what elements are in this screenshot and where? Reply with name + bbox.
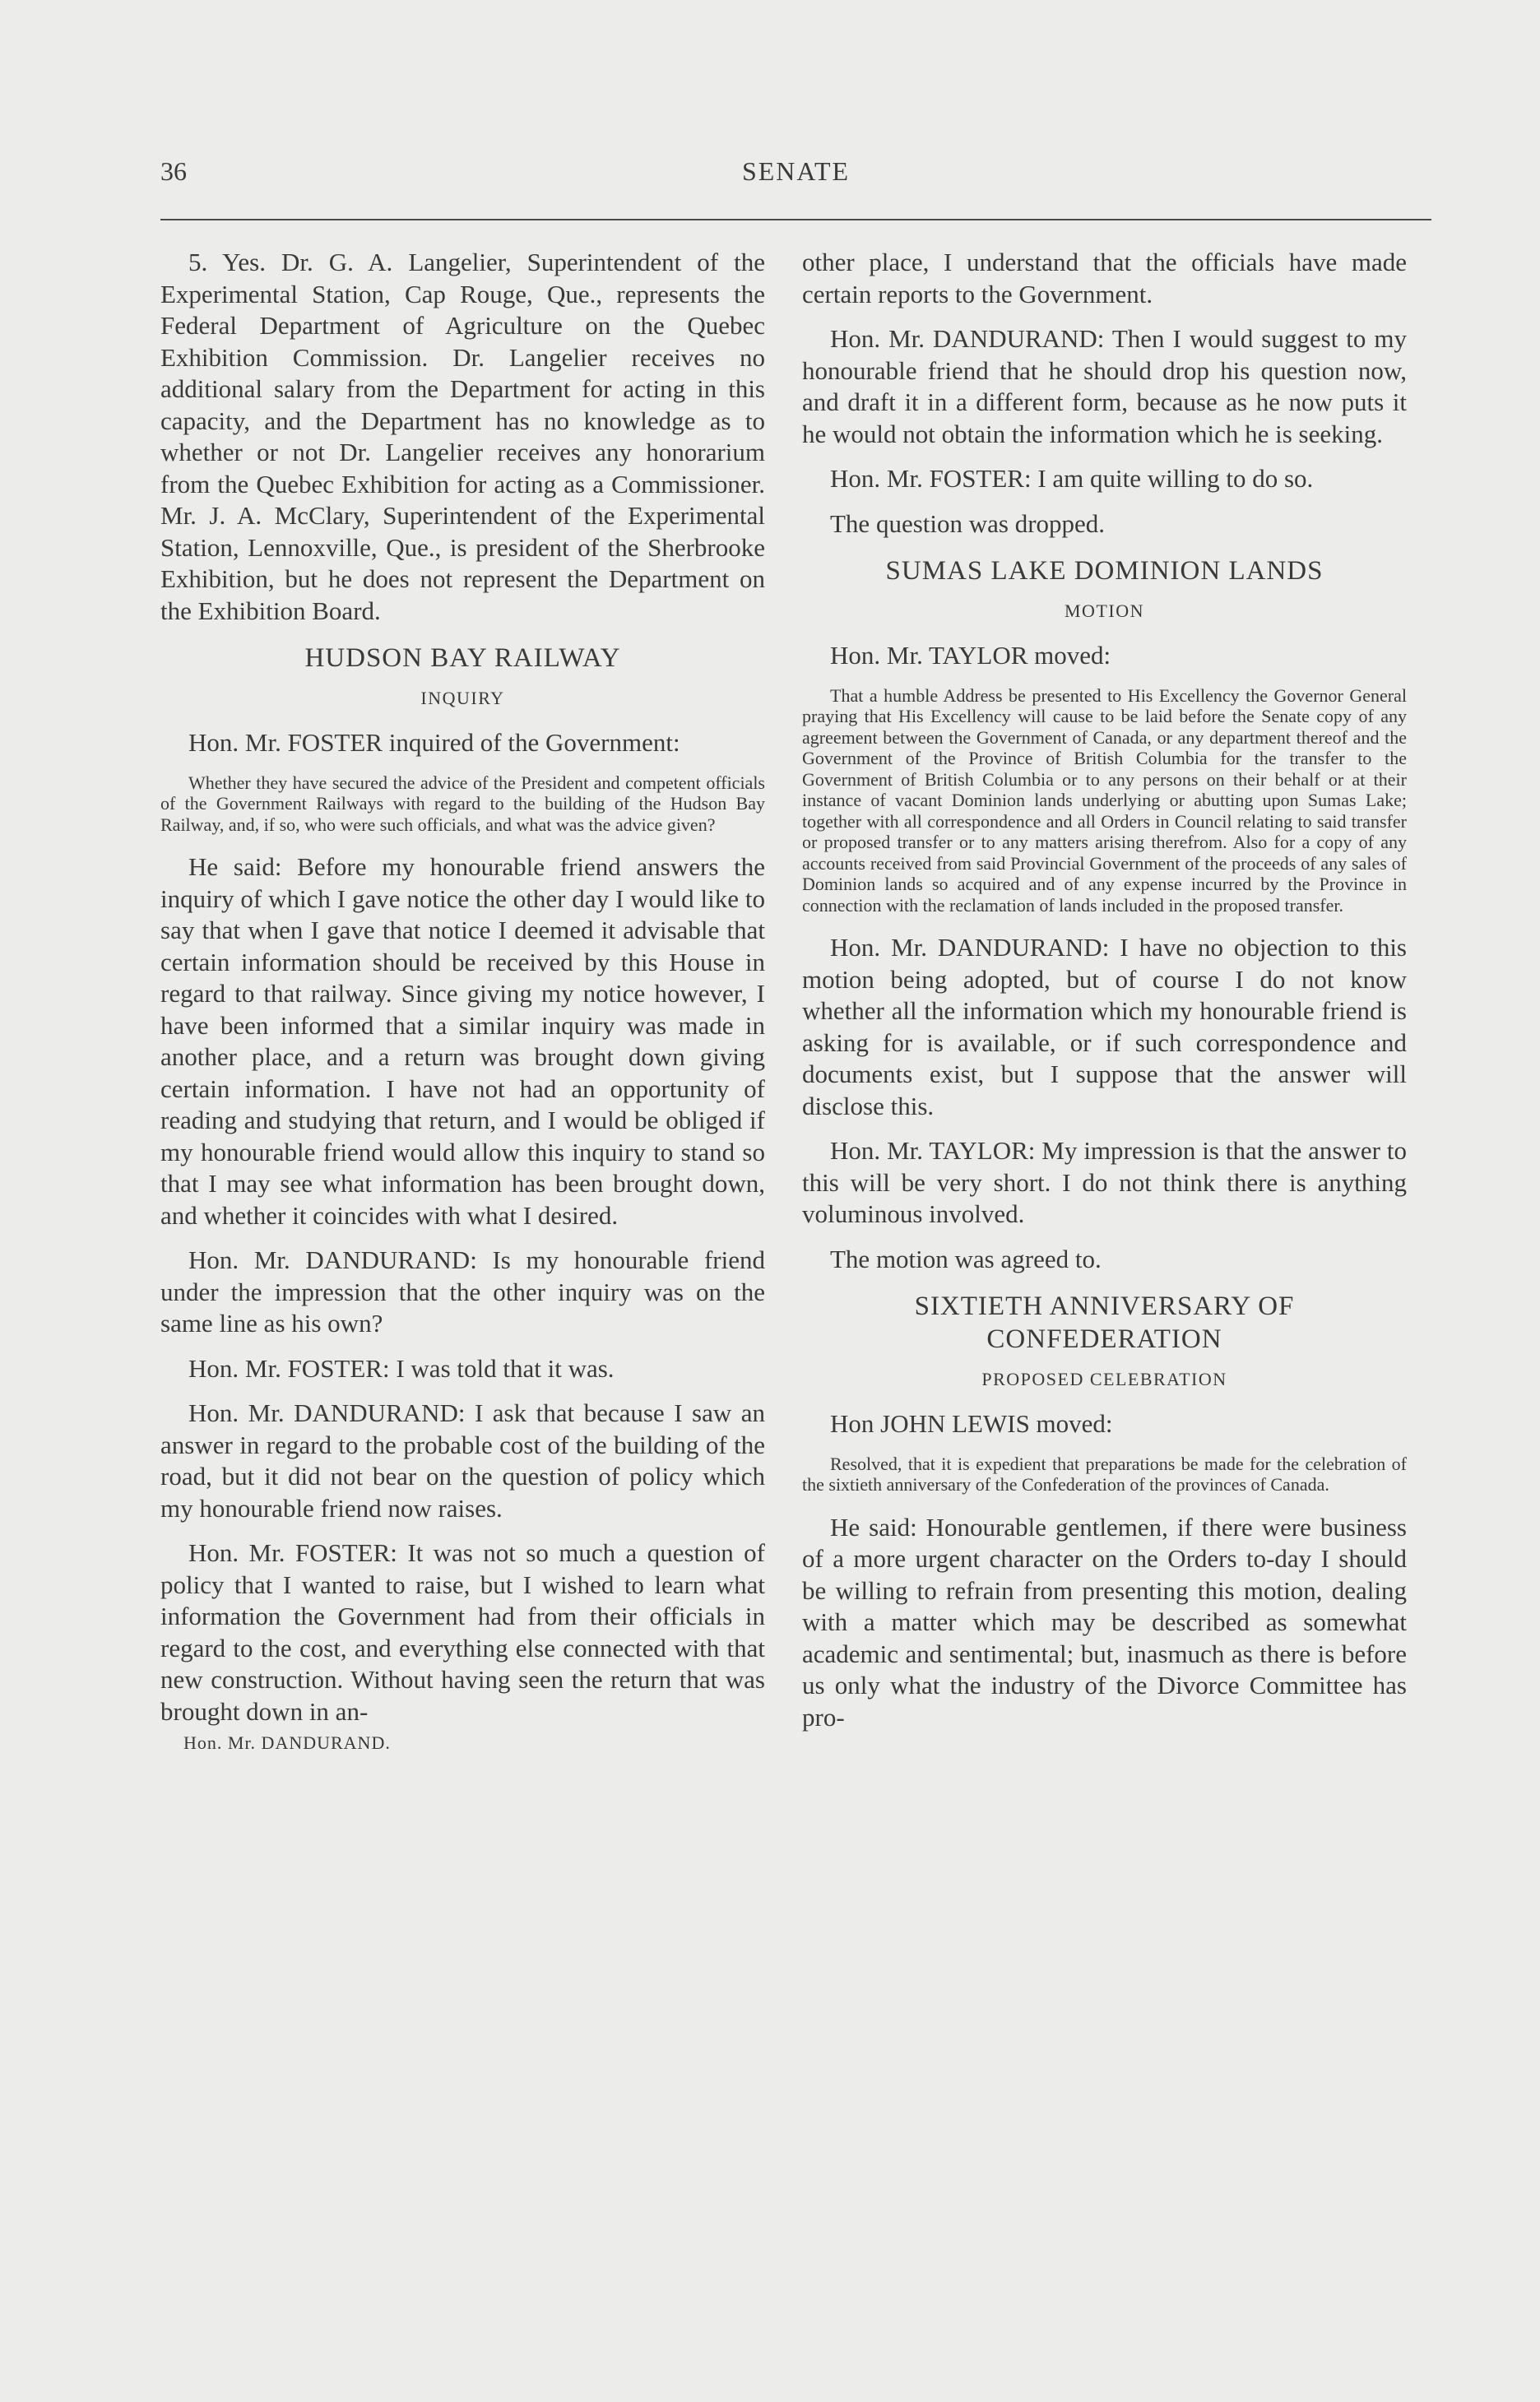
section-heading: HUDSON BAY RAILWAY — [304, 643, 621, 673]
running-title: SENATE — [741, 156, 851, 186]
paragraph: Hon. Mr. DANDURAND: I have no objection to this motion being adopted, but of course I do not know whether all the information which my honourable friend is asking for is available, or if such correspondence and documents exist, but I suppose that the answer will disclose this. — [802, 933, 1407, 1120]
paragraph: The motion was agreed to. — [830, 1244, 1102, 1273]
paragraph: Hon. Mr. DANDURAND: Then I would suggest to my honourable friend that he should drop his question now, and draft it in a different form, because as he now puts it he would not obtain the information which he is seeking. — [802, 324, 1407, 448]
page-header — [160, 156, 1431, 197]
page-number: 36 — [160, 156, 187, 186]
paragraph: He said: Before my honourable friend answers the inquiry of which I gave notice the other day I would like to say that when I gave that notice I deemed it advisable that certain information should be received by this House in regard to that railway. Since giving my notice however, I have been informed that a similar inquiry was made in another place, and a return was brought down giving certain information. I have not had an opportunity of reading and studying that return, and I would be obliged if my honourable friend would allow this inquiry to stand so that I may see what information has been brought down, and whether it coincides with what I desired. — [160, 852, 765, 1230]
resolution-text: Resolved, that it is expedient that preparations be made for the celebration of the sixtieth anniversary of the Confederation of the provinces of Canada. — [802, 1453, 1407, 1495]
paragraph: Hon. Mr. FOSTER inquired of the Government: — [188, 728, 680, 757]
paragraph: Hon. Mr. DANDURAND: Is my honourable friend under the impression that the other inquiry was on the same line as his own? — [160, 1245, 765, 1338]
section-heading: SIXTIETH ANNIVERSARY OF CONFEDERATION — [914, 1291, 1295, 1354]
left-column — [160, 247, 765, 1754]
paragraph: Hon. Mr. DANDURAND: I ask that because I saw an answer in regard to the probable cost of the building of the road, but it did not bear on the question of policy which my honourable friend now raises. — [160, 1398, 765, 1523]
section-subheading: INQUIRY — [420, 688, 505, 708]
right-column — [802, 247, 1407, 1746]
paragraph: The question was dropped. — [830, 508, 1106, 538]
paragraph: Hon. Mr. FOSTER: It was not so much a question of policy that I wanted to raise, but I wished to learn what information the Government had from their officials in regard to the cost, and everything else connected with that new construction. Without having seen the return that was brought down in an- — [160, 1538, 765, 1726]
header-rule — [160, 219, 1431, 220]
paragraph: He said: Honourable gentlemen, if there were business of a more urgent character on the Orders to-day I should be willing to refrain from presenting this motion, dealing with a matter which may be described as somewhat academic and sentimental; but, inasmuch as there is before us only what the industry of the Divorce Committee has pro- — [802, 1512, 1407, 1732]
motion-text: That a humble Address be presented to His Excellency the Governor General praying that His Excellency will cause to be laid before the Senate copy of any agreement between the Government of Canada, or any department thereof and the Government of the Province of British Columbia for the transfer to the Government of British Columbia or to any persons on their behalf or at their instance of vacant Dominion lands underlying or abutting upon Sumas Lake; together with all correspondence and all Orders in Council relating to said transfer or proposed transfer or to any matters arising therefrom. Also for a copy of any accounts received from said Provincial Government of the proceeds of any sales of Dominion lands so acquired and of any expense incurred by the Province in connection with the reclamation of lands included in the proposed transfer. — [802, 684, 1407, 916]
paragraph: Hon. Mr. FOSTER: I was told that it was. — [188, 1353, 615, 1383]
section-heading: SUMAS LAKE DOMINION LANDS — [885, 556, 1324, 586]
inquiry-text: Whether they have secured the advice of the President and competent officials of the Government Railways with regard to the building of the Hudson Bay Railway, and, if so, who were such officials, and what was the advice given? — [160, 772, 765, 835]
section-subheading: PROPOSED CELEBRATION — [981, 1369, 1227, 1389]
paragraph: 5. Yes. Dr. G. A. Langelier, Superintendent of the Experimental Station, Cap Rouge, Que., represents the Federal Department of Agriculture on the Quebec Exhibition Commission. Dr. Langelier receives no additional salary from the Department for acting in this capacity, and the Department has no knowledge as to whether or not Dr. Langelier receives any honorarium from the Quebec Exhibition for acting as a Commissioner. Mr. J. A. McClary, Superintendent of the Experimental Station, Lennoxville, Que., is president of the Sherbrooke Exhibition, but he does not represent the Department on the Exhibition Board. — [160, 248, 765, 625]
section-subheading: MOTION — [1065, 600, 1144, 621]
paragraph: Hon. Mr. TAYLOR moved: — [830, 641, 1111, 670]
paragraph: Hon. Mr. TAYLOR: My impression is that the answer to this will be very short. I do not think there is anything voluminous involved. — [802, 1136, 1407, 1228]
paragraph: other place, I understand that the officials have made certain reports to the Government. — [802, 248, 1407, 308]
paragraph: Hon. Mr. FOSTER: I am quite willing to do so. — [830, 464, 1314, 493]
footer-signature: Hon. Mr. DANDURAND. — [183, 1732, 391, 1753]
paragraph: Hon JOHN LEWIS moved: — [830, 1409, 1113, 1438]
